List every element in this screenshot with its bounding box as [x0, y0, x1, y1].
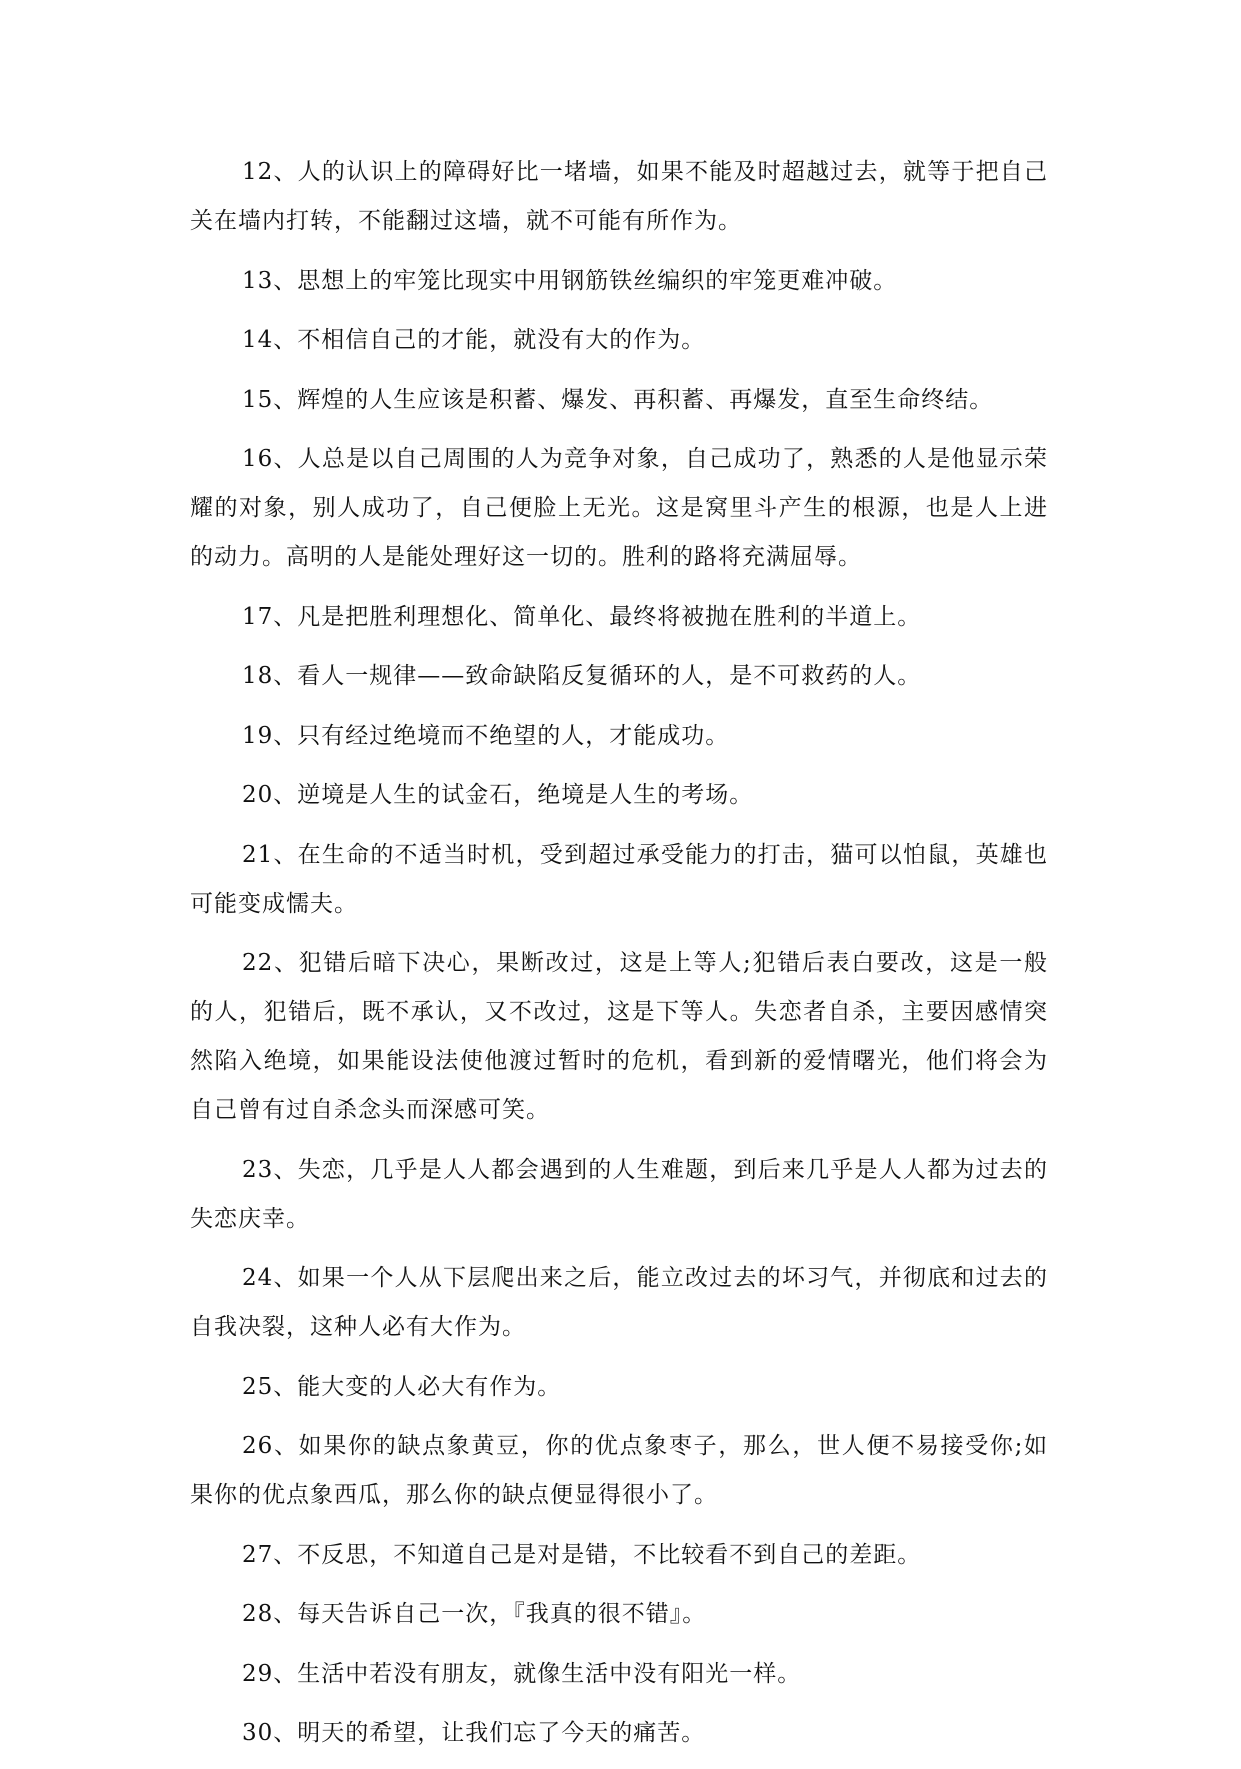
paragraph-20: 20、逆境是人生的试金石，绝境是人生的考场。: [242, 782, 754, 808]
paragraph-13: 13、思想上的牢笼比现实中用钢筋铁丝编织的牢笼更难冲破。: [242, 267, 898, 294]
paragraph-15: 15、辉煌的人生应该是积蓄、爆发、再积蓄、再爆发，直至生命终结。: [242, 386, 994, 413]
paragraph-27: 27、不反思，不知道自己是对是错，不比较看不到自己的差距。: [242, 1541, 922, 1568]
paragraph-25: 25、能大变的人必大有作为。: [242, 1373, 562, 1400]
paragraph-24: 24、如果一个人从下层爬出来之后，能立改过去的坏习气，并彻底和过去的自我决裂，这种人必有大作为。: [190, 1265, 1048, 1340]
paragraph-28: 28、每天告诉自己一次，『我真的很不错』。: [242, 1601, 707, 1627]
paragraph-21: 21、在生命的不适当时机，受到超过承受能力的打击，猫可以怕鼠，英雄也可能变成懦夫。: [190, 841, 1048, 917]
paragraph-23: 23、失恋，几乎是人人都会遇到的人生难题，到后来几乎是人人都为过去的失恋庆幸。: [190, 1156, 1048, 1232]
paragraph-22: 22、犯错后暗下决心，果断改过，这是上等人;犯错后表白要改，这是一般的人，犯错后，既不承认，又不改过，这是下等人。失恋者自杀，主要因感情突然陷入绝境，如果能设法使他渡过暂时的危机，看到新的爱情曙光，他们将会为自己曾有过自杀念头而深感可笑。: [190, 950, 1048, 1123]
paragraph-26: 26、如果你的缺点象黄豆，你的优点象枣子，那么，世人便不易接受你;如果你的优点象西瓜，那么你的缺点便显得很小了。: [190, 1433, 1048, 1508]
paragraph-18: 18、看人一规律——致命缺陷反复循环的人，是不可救药的人。: [242, 663, 922, 689]
paragraph-12: 12、人的认识上的障碍好比一堵墙，如果不能及时超越过去，就等于把自己关在墙内打转，不能翻过这墙，就不可能有所作为。: [190, 159, 1048, 234]
paragraph-17: 17、凡是把胜利理想化、简单化、最终将被抛在胜利的半道上。: [242, 603, 922, 630]
paragraph-16: 16、人总是以自己周围的人为竞争对象，自己成功了，熟悉的人是他显示荣耀的对象，别人成功了，自己便脸上无光。这是窝里斗产生的根源，也是人上进的动力。高明的人是能处理好这一切的。胜利的路将充满屈辱。: [190, 446, 1048, 570]
paragraph-19: 19、只有经过绝境而不绝望的人，才能成功。: [242, 722, 730, 749]
paragraph-14: 14、不相信自己的才能，就没有大的作为。: [242, 327, 706, 353]
document-page: [190, 148, 1048, 1769]
paragraph-30: 30、明天的希望，让我们忘了今天的痛苦。: [242, 1720, 706, 1746]
paragraph-29: 29、生活中若没有朋友，就像生活中没有阳光一样。: [242, 1660, 802, 1687]
